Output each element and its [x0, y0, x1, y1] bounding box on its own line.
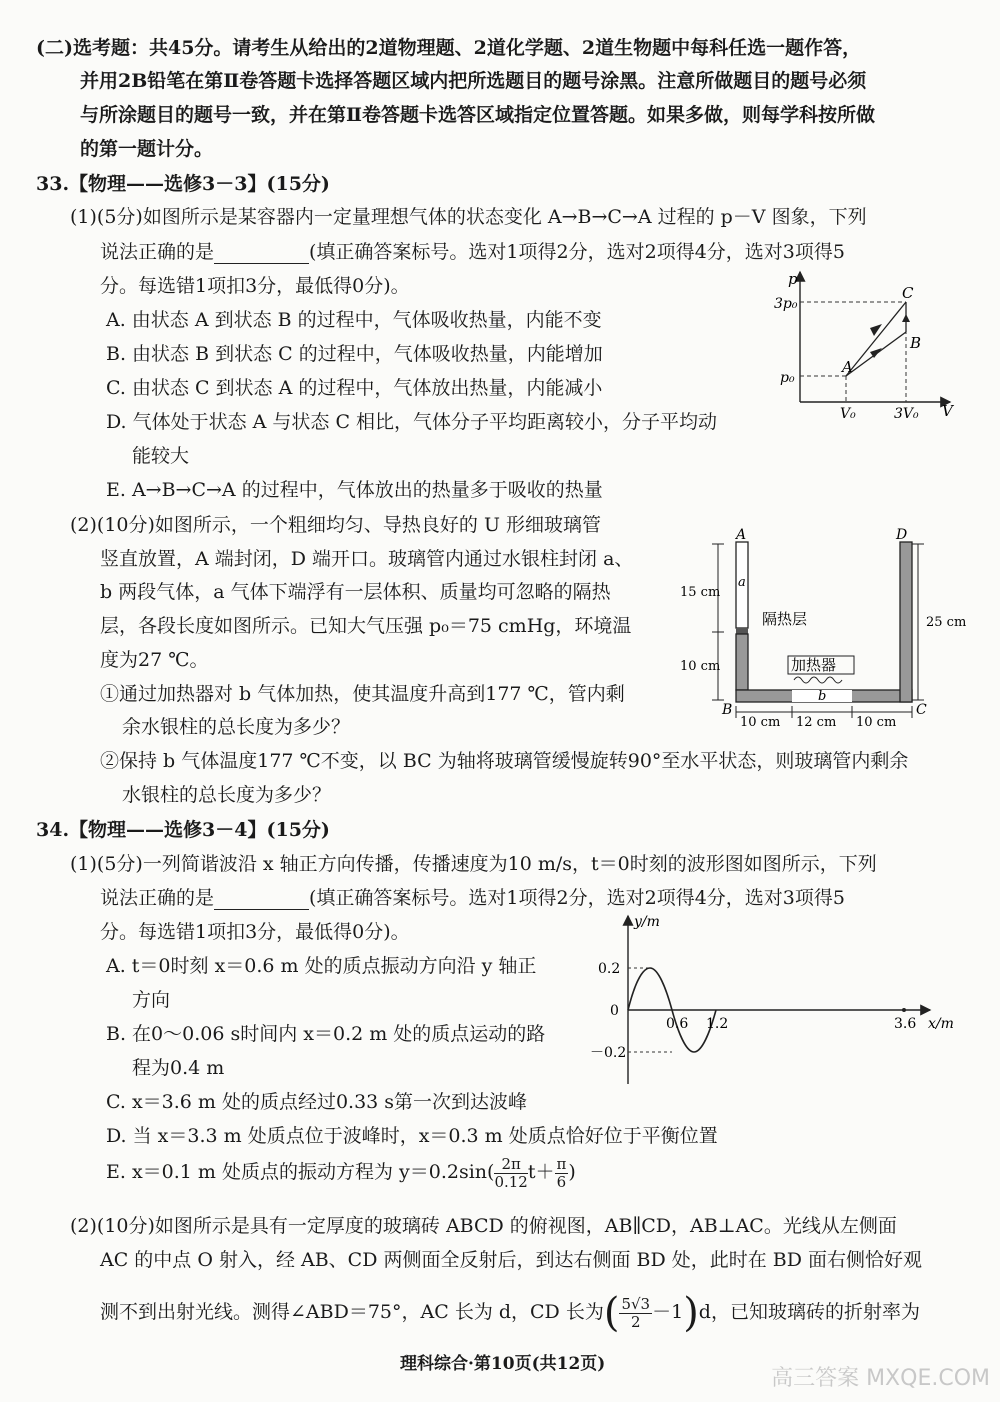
dim-15cm: 15 cm [680, 585, 721, 600]
tube-label-c: C [916, 702, 927, 718]
q33-p2-line2: 竖直放置，A 端封闭，D 端开口。玻璃管内通过水银柱封闭 a、 [100, 548, 634, 570]
q33-p2-line9: 水银柱的总长度为多少？ [122, 784, 332, 806]
q34-p1-line2b: (填正确答案标号。选对1项得2分，选对2项得4分，选对3项得5 [309, 887, 845, 909]
q33-p2-line6: ①通过加热器对 b 气体加热，使其温度升高到177 ℃，管内剩 [100, 683, 625, 705]
dim-25cm: 25 cm [926, 615, 966, 630]
q33-p1-line2a: 说法正确的是 [100, 241, 215, 263]
insulation-label: 隔热层 [762, 610, 808, 628]
q34-option-c: C. x＝3.6 m 处的质点经过0.33 s第一次到达波峰 [106, 1091, 528, 1113]
point-x-36 [902, 1008, 906, 1012]
u-tube-diagram [676, 524, 966, 734]
tick-x-36: 3.6 [894, 1016, 917, 1032]
q33-header: 33.【物理——选修3－3】(15分) [36, 173, 330, 195]
q34-option-a-cont: 方向 [132, 989, 171, 1011]
intro-line-4: 的第一题计分。 [80, 138, 214, 160]
fraction-pi-over-6: $\frac{\pi}{6}$ [556, 1154, 567, 1191]
q33-p2-line5: 度为27 ℃。 [100, 649, 209, 671]
mercury-left [736, 634, 748, 690]
q33-p1-line3: 分。每选错1项扣3分，最低得0分)。 [100, 275, 410, 297]
heater-label: 加热器 [791, 656, 837, 674]
point-b: B [910, 334, 922, 352]
q33-p2-line7: 余水银柱的总长度为多少？ [122, 716, 351, 738]
fraction-5sqrt3-over-2: $\frac{5√3}{2}$ [621, 1294, 651, 1331]
q33-p2-line1: (2)(10分)如图所示，一个粗细均匀、导热良好的 U 形细玻璃管 [70, 514, 602, 536]
q33-p1-line2 [100, 240, 845, 264]
heater-coil [794, 677, 842, 683]
v-axis-label: V [942, 402, 953, 420]
q33-p1-line2b: (填正确答案标号。选对1项得2分，选对2项得4分，选对3项得5 [309, 241, 845, 263]
q34-p1-line2a: 说法正确的是 [100, 887, 215, 909]
q34-p2-line1: (2)(10分)如图所示是具有一定厚度的玻璃砖 ABCD 的俯视图，AB∥CD，AB⊥AC。光线从左侧面 [70, 1215, 897, 1237]
q33-p1-line1: (1)(5分)如图所示是某容器内一定量理想气体的状态变化 A→B→C→A 过程的 p－V 图象，下列 [70, 206, 867, 228]
intro-line-3: 与所涂题目的题号一致，并在第Ⅱ卷答题卡选答区域指定位置答题。如果多做，则每学科按所做 [80, 104, 876, 126]
p-axis-label: p [788, 270, 798, 288]
seg-10cm-right: 10 cm [856, 715, 897, 730]
tick-y-neg02: －0.2 [590, 1045, 627, 1061]
page-footer: 理科综合·第10页(共12页) [400, 1354, 606, 1374]
q33-option-c: C. 由状态 C 到状态 A 的过程中，气体放出热量，内能减小 [106, 377, 603, 399]
q33-option-a: A. 由状态 A 到状态 B 的过程中，气体吸收热量，内能不变 [106, 309, 602, 331]
gas-a-label: a [738, 575, 746, 590]
q34-p1-line2 [100, 886, 845, 910]
q33-option-d: D. 气体处于状态 A 与状态 C 相比，气体分子平均距离较小，分子平均动 [106, 411, 718, 433]
intro-line-2: 并用2B铅笔在第Ⅱ卷答题卡选择答题区域内把所选题目的题号涂黑。注意所做题目的题号必须 [80, 70, 867, 92]
intro-line-1: (二)选考题：共45分。请考生从给出的2道物理题、2道化学题、2道生物题中每科任选一题作答， [36, 37, 862, 59]
label-v0: V₀ [840, 406, 856, 422]
pv-diagram [770, 262, 960, 422]
q34-p2-line2: AC 的中点 O 射入，经 AB、CD 两侧面全反射后，到达右侧面 BD 处，此时在 BD 面右侧恰好观 [100, 1249, 923, 1271]
watermark: 高三答案 MXQE.COM [771, 1366, 990, 1391]
q33-p2-line4: 层，各段长度如图所示。已知大气压强 p₀＝75 cmHg，环境温 [100, 615, 632, 637]
insulation-layer [736, 628, 748, 634]
q34-p1-line3: 分。每选错1项扣3分，最低得0分)。 [100, 921, 410, 943]
q33-option-e: E. A→B→C→A 的过程中，气体放出的热量多于吸收的热量 [106, 479, 603, 501]
q34-option-e: E. x＝0.1 m 处质点的振动方程为 y＝0.2sin( $\frac{2\pi}{0.12}$ t＋ $\frac{\pi}{6}$ ) [106, 1154, 576, 1191]
tube-label-b: B [722, 702, 733, 718]
q33-option-d-cont: 能较大 [132, 445, 190, 467]
answer-blank [214, 245, 309, 264]
tick-x-06: 0.6 [666, 1016, 689, 1032]
seg-12cm: 12 cm [796, 715, 837, 730]
q33-p2-line8: ②保持 b 气体温度177 ℃不变，以 BC 为轴将玻璃管缓慢旋转90°至水平状态，则玻璃管内剩余 [100, 750, 909, 772]
tube-label-d: D [896, 527, 908, 543]
wave-graph [588, 908, 958, 1088]
arrow-bc [902, 314, 910, 322]
dim-10cm: 10 cm [680, 659, 721, 674]
seg-10cm-left: 10 cm [740, 715, 781, 730]
answer-blank [214, 891, 309, 910]
q34-option-a: A. t＝0时刻 x＝0.6 m 处的质点振动方向沿 y 轴正 [106, 955, 537, 977]
q34-header: 34.【物理——选修3－4】(15分) [36, 819, 330, 841]
q34-option-d: D. 当 x＝3.3 m 处质点位于波峰时，x＝0.3 m 处质点恰好位于平衡位置 [106, 1125, 718, 1147]
label-3v0: 3V₀ [894, 406, 919, 422]
q34-option-b-cont: 程为0.4 m [132, 1057, 225, 1079]
fraction-2pi-over-012: $\frac{2\pi}{0.12}$ [494, 1154, 528, 1191]
point-c: C [902, 284, 914, 302]
q34-p2-line3: 测不到出射光线。测得∠ABD＝75°，AC 长为 d，CD 长为( $\frac{5√3}{2}$ －1)d，已知玻璃砖的折射率为 [100, 1290, 920, 1336]
y-axis-label: y/m [634, 914, 660, 930]
point-a: A [842, 358, 853, 376]
mercury-right [900, 542, 912, 702]
q34-p1-line1: (1)(5分)一列简谐波沿 x 轴正方向传播，传播速度为10 m/s，t＝0时刻的波形图如图所示，下列 [70, 853, 877, 875]
label-p0: p₀ [780, 370, 795, 386]
q33-option-b: B. 由状态 B 到状态 C 的过程中，气体吸收热量，内能增加 [106, 343, 603, 365]
tick-y-02: 0.2 [598, 961, 621, 977]
tube-label-a: A [736, 527, 747, 543]
tick-y-0: 0 [610, 1003, 619, 1019]
gas-b-label: b [818, 689, 827, 704]
q33-p2-line3: b 两段气体，a 气体下端浮有一层体积、质量均可忽略的隔热 [100, 581, 611, 603]
tick-x-12: 1.2 [706, 1016, 729, 1032]
x-axis-label: x/m [928, 1016, 954, 1032]
q34-option-b: B. 在0～0.06 s时间内 x＝0.2 m 处的质点运动的路 [106, 1023, 546, 1045]
label-3p0: 3p₀ [774, 296, 798, 312]
